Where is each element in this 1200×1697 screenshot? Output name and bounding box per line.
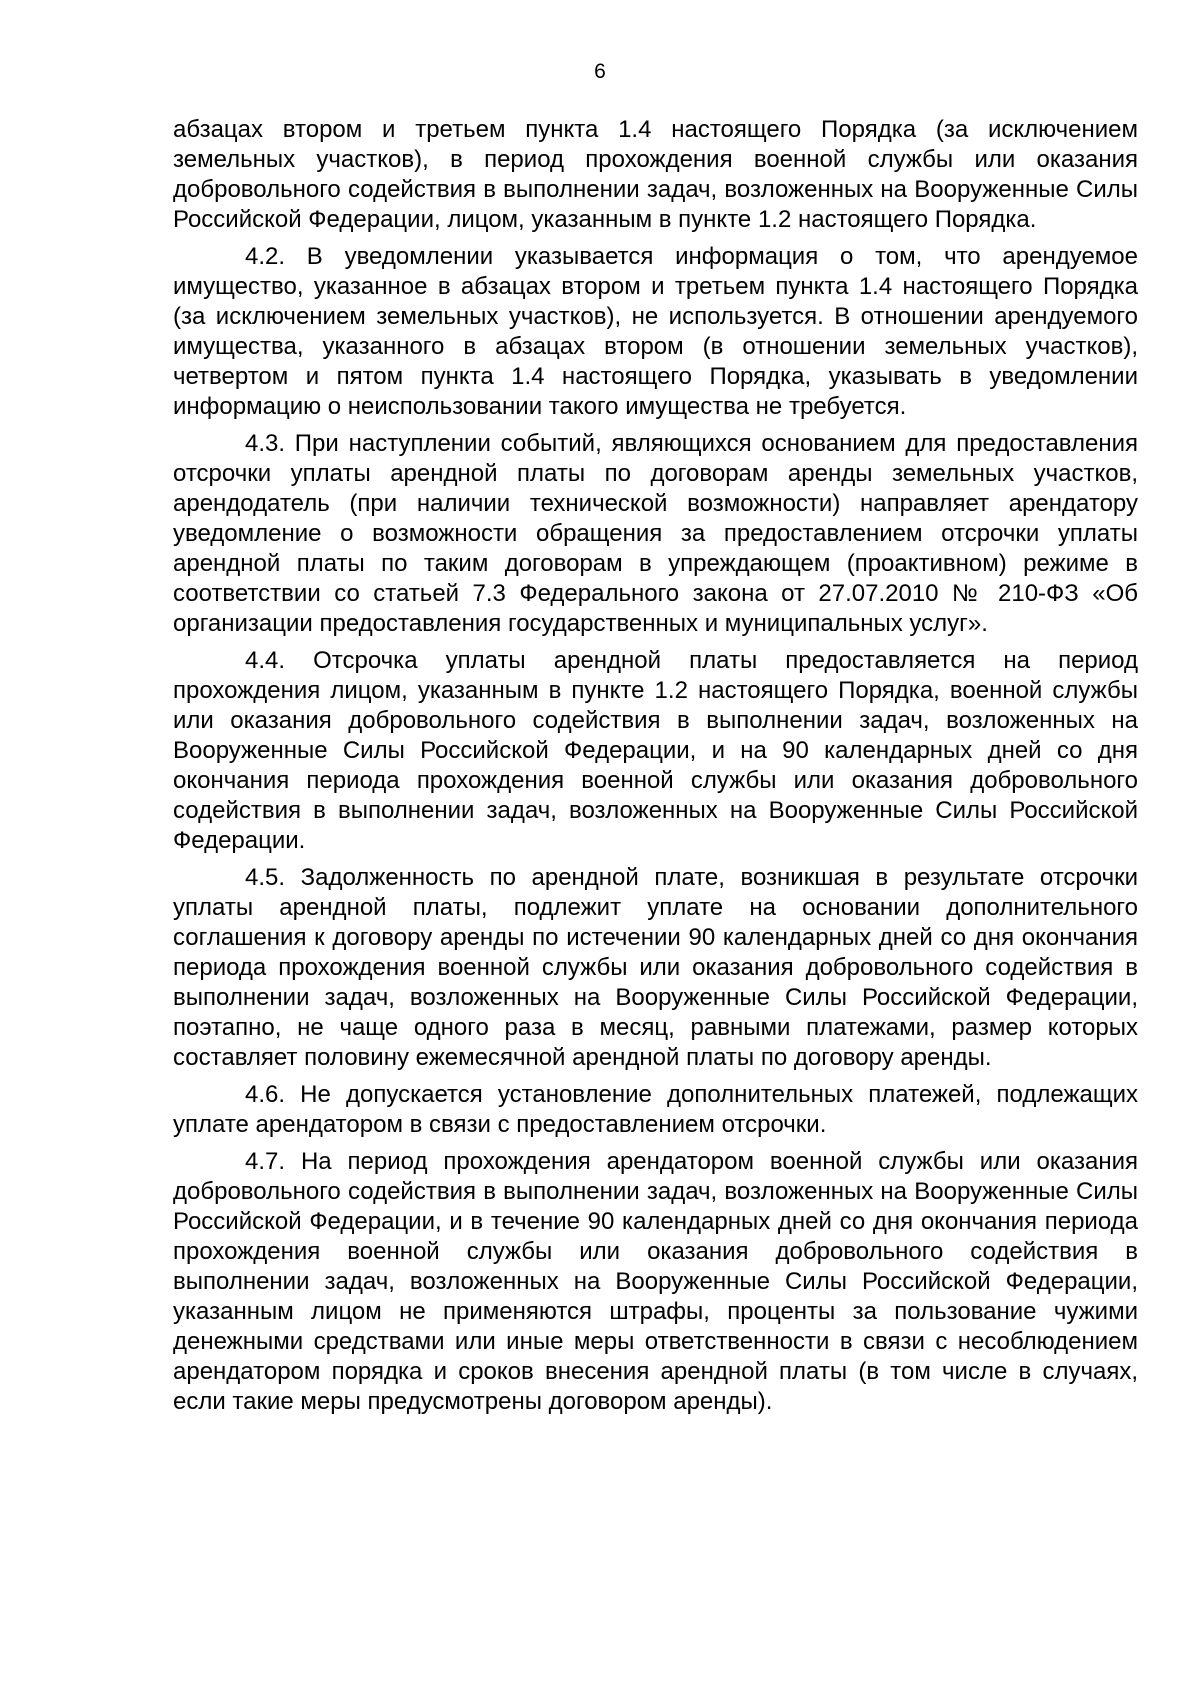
page-number: 6	[594, 60, 606, 83]
document-body	[173, 115, 1138, 1424]
paragraph-continuation: абзацах втором и третьем пункта 1.4 настоящего Порядка (за исключением земельных участков), в период прохождения военной службы или оказания добровольного содействия в выполнении задач, возложенных на Вооруженные Силы Российской Федерации, лицом, указанным в пункте 1.2 настоящего Порядка.	[173, 116, 1138, 233]
paragraph-4-2: 4.2. В уведомлении указывается информация о том, что арендуемое имущество, указанное в абзацах втором и третьем пункта 1.4 настоящего Порядка (за исключением земельных участков), не используется. В отношении арендуемого имущества, указанного в абзацах втором (в отношении земельных участков), четвертом и пятом пункта 1.4 настоящего Порядка, указывать в уведомлении информацию о неиспользовании такого имущества не требуется.	[173, 243, 1138, 420]
paragraph-4-7: 4.7. На период прохождения арендатором военной службы или оказания добровольного содействия в выполнении задач, возложенных на Вооруженные Силы Российской Федерации, и в течение 90 календарных дней со дня окончания периода прохождения военной службы или оказания добровольного содействия в выполнении задач, возложенных на Вооруженные Силы Российской Федерации, указанным лицом не применяются штрафы, проценты за пользование чужими денежными средствами или иные меры ответственности в связи с несоблюдением арендатором порядка и сроков внесения арендной платы (в том числе в случаях, если такие меры предусмотрены договором аренды).	[173, 1148, 1138, 1415]
paragraph-4-5: 4.5. Задолженность по арендной плате, возникшая в результате отсрочки уплаты арендной платы, подлежит уплате на основании дополнительного соглашения к договору аренды по истечении 90 календарных дней со дня окончания периода прохождения военной службы или оказания добровольного содействия в выполнении задач, возложенных на Вооруженные Силы Российской Федерации, поэтапно, не чаще одного раза в месяц, равными платежами, размер которых составляет половину ежемесячной арендной платы по договору аренды.	[173, 864, 1138, 1071]
paragraph-4-6: 4.6. Не допускается установление дополнительных платежей, подлежащих уплате арендатором в связи с предоставлением отсрочки.	[173, 1081, 1138, 1138]
paragraph-4-3: 4.3. При наступлении событий, являющихся основанием для предоставления отсрочки уплаты арендной платы по договорам аренды земельных участков, арендодатель (при наличии технической возможности) направляет арендатору уведомление о возможности обращения за предоставлением отсрочки уплаты арендной платы по таким договорам в упреждающем (проактивном) режиме в соответствии со статьей 7.3 Федерального закона от 27.07.2010 № 210-ФЗ «Об организации предоставления государственных и муниципальных услуг».	[173, 430, 1138, 637]
paragraph-4-4: 4.4. Отсрочка уплаты арендной платы предоставляется на период прохождения лицом, указанным в пункте 1.2 настоящего Порядка, военной службы или оказания добровольного содействия в выполнении задач, возложенных на Вооруженные Силы Российской Федерации, и на 90 календарных дней со дня окончания периода прохождения военной службы или оказания добровольного содействия в выполнении задач, возложенных на Вооруженные Силы Российской Федерации.	[173, 647, 1138, 854]
